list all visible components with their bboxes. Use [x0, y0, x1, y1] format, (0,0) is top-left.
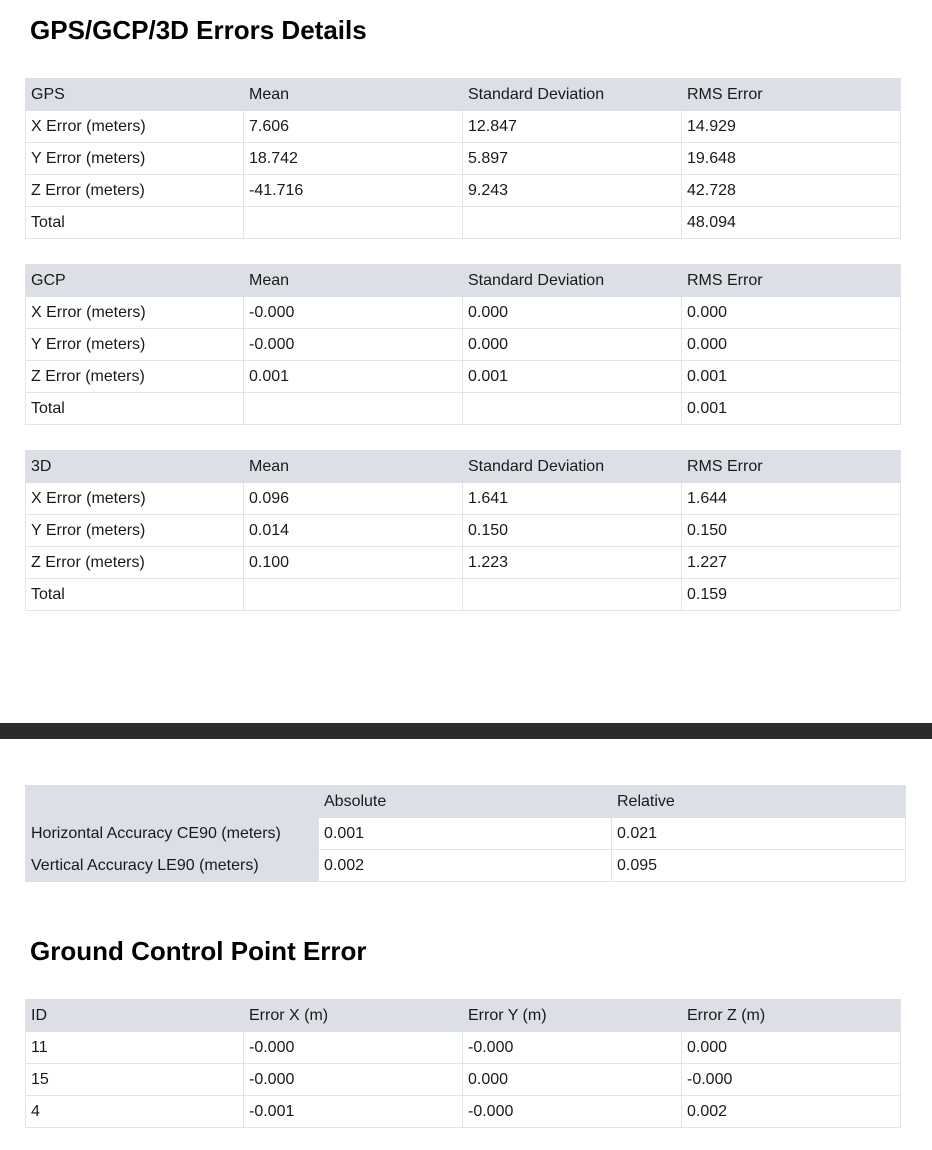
cell-id: 11 — [26, 1032, 244, 1064]
header-cell: Mean — [244, 451, 463, 483]
cell-relative: 0.021 — [612, 818, 906, 850]
cell-error-x: -0.000 — [244, 1032, 463, 1064]
row-label: Y Error (meters) — [26, 515, 244, 547]
cell-error-y: -0.000 — [463, 1032, 682, 1064]
cell-error-y: -0.000 — [463, 1096, 682, 1128]
cell-mean: 18.742 — [244, 143, 463, 175]
row-label: Horizontal Accuracy CE90 (meters) — [26, 818, 319, 850]
header-cell: Absolute — [319, 786, 612, 818]
cell-rms: 0.000 — [682, 329, 901, 361]
table-row — [26, 297, 901, 329]
header-cell: Error X (m) — [244, 1000, 463, 1032]
cell-rms: 42.728 — [682, 175, 901, 207]
cell-id: 15 — [26, 1064, 244, 1096]
page-divider — [0, 723, 932, 739]
header-cell: Error Y (m) — [463, 1000, 682, 1032]
row-label: Z Error (meters) — [26, 361, 244, 393]
cell-std — [463, 393, 682, 425]
cell-std: 5.897 — [463, 143, 682, 175]
cell-rms: 0.159 — [682, 579, 901, 611]
gps-errors-table — [25, 78, 901, 239]
cell-mean: -0.000 — [244, 329, 463, 361]
cell-rms: 48.094 — [682, 207, 901, 239]
gcp-error-title: Ground Control Point Error — [30, 936, 367, 966]
cell-std: 0.000 — [463, 297, 682, 329]
gcp-point-error-table — [25, 999, 901, 1128]
table-row — [26, 207, 901, 239]
table-row — [26, 393, 901, 425]
cell-error-x: -0.000 — [244, 1064, 463, 1096]
cell-error-y: 0.000 — [463, 1064, 682, 1096]
cell-error-z: 0.002 — [682, 1096, 901, 1128]
row-label: Y Error (meters) — [26, 143, 244, 175]
cell-rms: 0.000 — [682, 297, 901, 329]
header-cell: Error Z (m) — [682, 1000, 901, 1032]
row-label: Y Error (meters) — [26, 329, 244, 361]
cell-rms: 0.001 — [682, 361, 901, 393]
cell-rms: 0.001 — [682, 393, 901, 425]
row-label: Total — [26, 579, 244, 611]
table-header-row — [26, 265, 901, 297]
header-cell: RMS Error — [682, 265, 901, 297]
table-row — [26, 175, 901, 207]
row-label: Z Error (meters) — [26, 175, 244, 207]
cell-rms: 1.644 — [682, 483, 901, 515]
cell-std: 0.000 — [463, 329, 682, 361]
errors-details-title: GPS/GCP/3D Errors Details — [30, 15, 367, 45]
cell-mean: 0.100 — [244, 547, 463, 579]
table-row — [26, 1064, 901, 1096]
cell-mean: 0.096 — [244, 483, 463, 515]
header-cell: Standard Deviation — [463, 265, 682, 297]
table-header-row — [26, 79, 901, 111]
cell-id: 4 — [26, 1096, 244, 1128]
cell-std: 0.150 — [463, 515, 682, 547]
table-row — [26, 329, 901, 361]
table-row — [26, 361, 901, 393]
cell-std: 9.243 — [463, 175, 682, 207]
header-cell: Standard Deviation — [463, 451, 682, 483]
cell-mean — [244, 579, 463, 611]
table-row — [26, 850, 906, 882]
cell-std: 12.847 — [463, 111, 682, 143]
table-row — [26, 547, 901, 579]
cell-error-z: -0.000 — [682, 1064, 901, 1096]
cell-mean — [244, 393, 463, 425]
3d-errors-table — [25, 450, 901, 611]
header-cell: Standard Deviation — [463, 79, 682, 111]
cell-std: 1.641 — [463, 483, 682, 515]
cell-rms: 0.150 — [682, 515, 901, 547]
cell-std: 0.001 — [463, 361, 682, 393]
row-label: X Error (meters) — [26, 483, 244, 515]
cell-mean: -41.716 — [244, 175, 463, 207]
header-cell: RMS Error — [682, 79, 901, 111]
cell-absolute: 0.001 — [319, 818, 612, 850]
cell-mean: 7.606 — [244, 111, 463, 143]
row-label: Total — [26, 207, 244, 239]
gcp-errors-table — [25, 264, 901, 425]
table-row — [26, 143, 901, 175]
header-cell: ID — [26, 1000, 244, 1032]
header-cell: RMS Error — [682, 451, 901, 483]
table-header-row — [26, 786, 906, 818]
cell-error-z: 0.000 — [682, 1032, 901, 1064]
header-cell: Relative — [612, 786, 906, 818]
cell-absolute: 0.002 — [319, 850, 612, 882]
header-cell: 3D — [26, 451, 244, 483]
row-label: Vertical Accuracy LE90 (meters) — [26, 850, 319, 882]
table-row — [26, 483, 901, 515]
row-label: Z Error (meters) — [26, 547, 244, 579]
cell-rms: 19.648 — [682, 143, 901, 175]
cell-mean: 0.001 — [244, 361, 463, 393]
table-header-row — [26, 451, 901, 483]
header-cell: GCP — [26, 265, 244, 297]
header-cell: Mean — [244, 79, 463, 111]
table-row — [26, 818, 906, 850]
header-cell: Mean — [244, 265, 463, 297]
table-row — [26, 111, 901, 143]
table-row — [26, 1096, 901, 1128]
table-row — [26, 515, 901, 547]
cell-mean — [244, 207, 463, 239]
row-label: X Error (meters) — [26, 297, 244, 329]
header-cell — [26, 786, 319, 818]
cell-relative: 0.095 — [612, 850, 906, 882]
table-row — [26, 579, 901, 611]
accuracy-table — [25, 785, 906, 882]
cell-std — [463, 579, 682, 611]
row-label: X Error (meters) — [26, 111, 244, 143]
cell-rms: 1.227 — [682, 547, 901, 579]
cell-std: 1.223 — [463, 547, 682, 579]
row-label: Total — [26, 393, 244, 425]
header-cell: GPS — [26, 79, 244, 111]
cell-rms: 14.929 — [682, 111, 901, 143]
cell-mean: -0.000 — [244, 297, 463, 329]
table-header-row — [26, 1000, 901, 1032]
cell-error-x: -0.001 — [244, 1096, 463, 1128]
cell-mean: 0.014 — [244, 515, 463, 547]
cell-std — [463, 207, 682, 239]
table-row — [26, 1032, 901, 1064]
